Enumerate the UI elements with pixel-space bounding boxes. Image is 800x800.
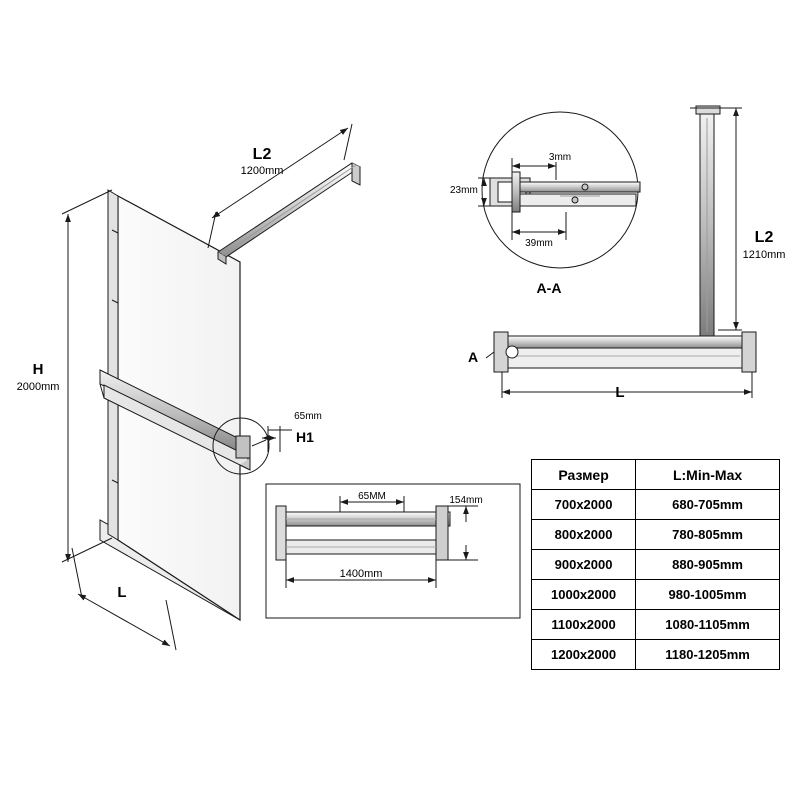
table-row xyxy=(532,550,780,580)
table-row xyxy=(532,580,780,610)
label-L2-main: L2 xyxy=(252,146,272,163)
table-header-range: L:Min-Max xyxy=(636,460,780,490)
label-A-marker: A xyxy=(468,349,479,365)
label-H-main-value: 2000mm xyxy=(16,381,60,393)
size-table xyxy=(531,459,780,670)
label-L2-right-value: 1210mm xyxy=(742,249,786,261)
label-H-main: H xyxy=(32,361,44,378)
table-cell-size: 800x2000 xyxy=(532,520,636,550)
label-39mm: 39mm xyxy=(525,238,553,249)
label-detail-65mm: 65MM xyxy=(358,491,386,502)
table-row xyxy=(532,520,780,550)
table-cell-size: 1200x2000 xyxy=(532,640,636,670)
table-cell-range: 1180-1205mm xyxy=(636,640,780,670)
label-section-AA: A-A xyxy=(536,280,562,296)
label-H1: H1 xyxy=(296,429,314,445)
table-cell-size: 900x2000 xyxy=(532,550,636,580)
table-header-row xyxy=(532,460,780,490)
table-cell-range: 780-805mm xyxy=(636,520,780,550)
table-cell-range: 680-705mm xyxy=(636,490,780,520)
left-view-support-bar xyxy=(218,163,360,264)
label-3mm: 3mm xyxy=(548,152,572,163)
table-cell-size: 700x2000 xyxy=(532,490,636,520)
section-aa-detail xyxy=(478,112,640,268)
label-detail-1400mm: 1400mm xyxy=(339,568,383,580)
right-top-view xyxy=(486,106,756,401)
left-view-wall-profile xyxy=(108,190,118,540)
label-23mm: 23mm xyxy=(450,185,478,196)
table-row xyxy=(532,490,780,520)
label-L2-main-value: 1200mm xyxy=(240,165,284,177)
label-L-right: L xyxy=(615,384,625,401)
table-row xyxy=(532,610,780,640)
table-cell-range: 1080-1105mm xyxy=(636,610,780,640)
table-cell-size: 1000x2000 xyxy=(532,580,636,610)
table-cell-range: 980-1005mm xyxy=(636,580,780,610)
table-row xyxy=(532,640,780,670)
label-65mm: 65mm xyxy=(294,411,322,422)
table-cell-size: 1100x2000 xyxy=(532,610,636,640)
dim-65mm-left xyxy=(252,426,292,452)
table-cell-range: 880-905mm xyxy=(636,550,780,580)
label-L2-right: L2 xyxy=(754,229,774,246)
label-detail-154mm: 154mm xyxy=(449,495,483,506)
label-L-main: L xyxy=(117,584,127,601)
table-header-size: Размер xyxy=(532,460,636,490)
